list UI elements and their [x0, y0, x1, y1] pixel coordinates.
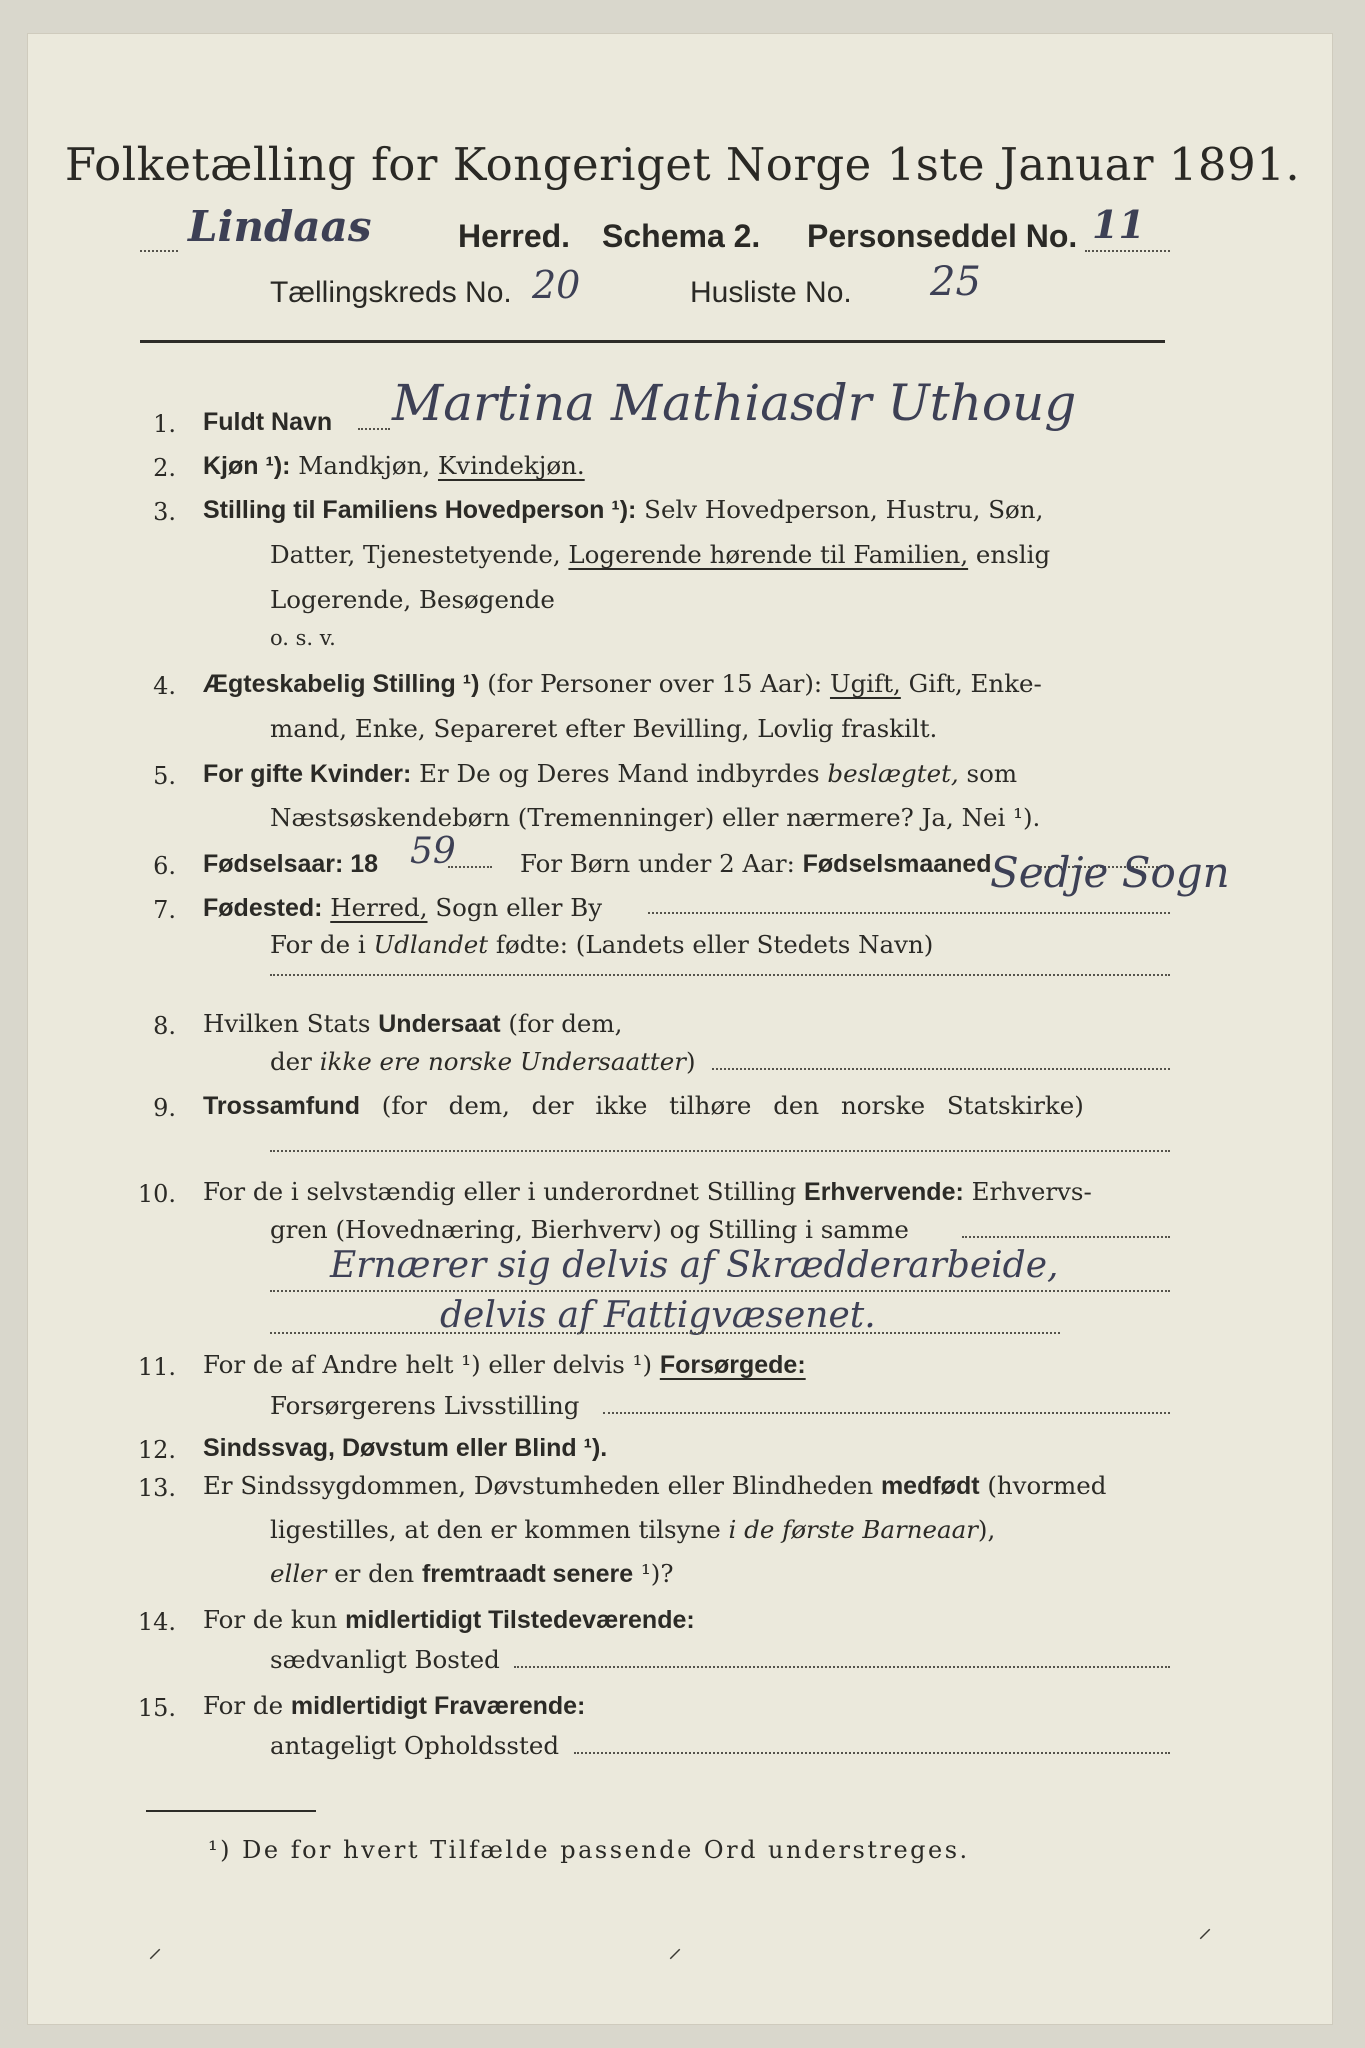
dotted-line: [962, 1236, 1170, 1238]
q3-line3: Logerende, Besøgende: [270, 585, 555, 614]
footnote-rule: [146, 1810, 316, 1812]
q4-options: Gift, Enke-: [908, 669, 1042, 698]
q10-bold: Erhvervende:: [804, 1178, 964, 1206]
q13-text-b: (hvormed: [987, 1471, 1107, 1500]
q9-rest: (for dem, der ikke tilhøre den norske Statskirke): [381, 1091, 1084, 1120]
schema-label: Schema 2.: [602, 218, 761, 254]
q6-mid-text: For Børn under 2 Aar:: [520, 849, 795, 878]
q15-line2: antageligt Opholdssted: [270, 1731, 559, 1760]
dotted-line: [574, 1752, 1170, 1754]
q5-label: For gifte Kvinder:: [203, 760, 412, 788]
header-herred-line: [140, 202, 1170, 264]
kreds-label: Tællingskreds No.: [270, 276, 512, 309]
q14-bold: midlertidigt Tilstedeværende:: [345, 1606, 695, 1634]
q15-number: 15.: [137, 1694, 176, 1722]
q10-text-a: For de i selvstændig eller i underordnet Stilling: [203, 1177, 797, 1206]
q7-label: Fødested:: [203, 894, 323, 922]
q9-line1: [203, 1091, 1084, 1120]
q14-line1: [203, 1605, 695, 1634]
q5-end: som: [966, 759, 1018, 788]
dotted-line: [270, 1150, 1170, 1152]
q3-option-logerende-underlined: Logerende hørende til Familien,: [568, 540, 969, 569]
dotted-line: [514, 1666, 1170, 1668]
q3-label: Stilling til Familiens Hovedperson ¹):: [203, 496, 637, 524]
q7-answer-handwritten: Sedje Sogn: [990, 848, 1230, 897]
husliste-label: Husliste No.: [690, 276, 852, 309]
q9-label: Trossamfund: [203, 1092, 360, 1120]
q14-number: 14.: [137, 1608, 176, 1636]
q6-label: [203, 852, 378, 877]
dotted-line: [358, 428, 390, 430]
q5-line1: [203, 759, 1018, 788]
q3-line4: o. s. v.: [270, 626, 336, 650]
q7-line2-a: For de i: [270, 930, 366, 959]
dotted-line: [448, 866, 492, 868]
q11-number: 11.: [137, 1353, 176, 1381]
q1-answer-handwritten: Martina Mathiasdr Uthoug: [392, 374, 1077, 432]
corner-mark-icon: ⸝: [1198, 1911, 1213, 1944]
kreds-handwritten: 20: [532, 263, 581, 307]
q8-text-a: Hvilken Stats: [203, 1009, 371, 1038]
q1-number: 1.: [153, 410, 176, 438]
q12-label: Sindssvag, Døvstum eller Blind ¹).: [203, 1434, 608, 1462]
q6-mid: [520, 849, 992, 878]
q4-label: Ægteskabelig Stilling ¹): [203, 670, 480, 698]
q8-line1: [203, 1009, 623, 1038]
header-kreds-line: [270, 259, 1090, 316]
q7-line1: [203, 893, 603, 922]
q9-number: 9.: [153, 1094, 176, 1122]
q5-text: Er De og Deres Mand indbyrdes: [419, 759, 820, 788]
q1-label: Fuldt Navn: [203, 408, 333, 436]
q11-line2: Forsørgerens Livsstilling: [270, 1391, 580, 1420]
q13-line2: [270, 1515, 996, 1544]
q10-answer1-handwritten: Ernærer sig delvis af Skrædderarbeide,: [330, 1245, 1059, 1286]
q12-number: 12.: [137, 1436, 176, 1464]
corner-mark-icon: ⸝: [148, 1931, 163, 1964]
q10-text-b: Erhvervs-: [971, 1177, 1092, 1206]
form-title: Folketælling for Kongeriget Norge 1ste Januar 1891.: [64, 138, 1301, 191]
q13-line3-a: er den: [334, 1559, 415, 1588]
dotted-line: [270, 974, 1170, 976]
q2-row: [203, 451, 585, 480]
q2-number: 2.: [153, 454, 176, 482]
q6-year-handwritten: 59: [410, 831, 456, 872]
q11-line1: [203, 1350, 806, 1379]
q8-line2-italic: ikke ere norske Undersaatter: [319, 1047, 686, 1076]
herred-handwritten: Lindaas: [188, 202, 372, 251]
q8-line2: [270, 1047, 696, 1076]
q13-line2-a: ligestilles, at den er kommen tilsyne: [270, 1515, 721, 1544]
personseddel-handwritten: 11: [1092, 202, 1145, 247]
q4-number: 4.: [153, 672, 176, 700]
dotted-line: [270, 1290, 1170, 1292]
q3-line2: [270, 540, 1051, 569]
q4-text: (for Personer over 15 Aar):: [487, 669, 823, 698]
q13-number: 13.: [137, 1474, 176, 1502]
q7-line2-b: fødte: (Landets eller Stedets Navn): [495, 930, 934, 959]
q7-number: 7.: [153, 896, 176, 924]
q3-options-2: Datter, Tjenestetyende,: [270, 540, 561, 569]
dotted-line: [712, 1068, 1170, 1070]
q2-option-kvindekjon: Kvindekjøn.: [437, 451, 585, 480]
q3-number: 3.: [153, 498, 176, 526]
q13-line3-b: ¹)?: [640, 1559, 674, 1588]
q3-options-3: enslig: [975, 540, 1051, 569]
q4-line1: [203, 669, 1042, 698]
q13-text-a: Er Sindssygdommen, Døvstumheden eller Blindheden: [203, 1471, 874, 1500]
q2-label: Kjøn ¹):: [203, 452, 291, 480]
q4-option-ugift: Ugift,: [829, 669, 901, 698]
q13-line1: [203, 1471, 1107, 1500]
q14-line2: sædvanligt Bosted: [270, 1645, 500, 1674]
q8-bold: Undersaat: [378, 1010, 501, 1038]
q15-bold: midlertidigt Fraværende:: [290, 1692, 586, 1720]
q4-line2: mand, Enke, Separeret efter Bevilling, Lovlig fraskilt.: [270, 714, 938, 743]
personseddel-label: Personseddel No.: [807, 218, 1078, 254]
q14-text-a: For de kun: [203, 1605, 338, 1634]
herred-label: Herred.: [458, 218, 571, 254]
q5-number: 5.: [153, 762, 176, 790]
q13-line3-italic: eller: [270, 1559, 327, 1588]
q7-line2-italic: Udlandet: [373, 930, 489, 959]
q7-line2-text: [270, 930, 934, 959]
footnote: ¹) De for hvert Tilfælde passende Ord understreges.: [208, 1836, 970, 1864]
q2-option-mandkjon: Mandkjøn,: [298, 451, 431, 480]
dotted-line: [603, 1412, 1170, 1414]
q3-options-1: Selv Hovedperson, Hustru, Søn,: [644, 495, 1044, 524]
q13-line3: [270, 1559, 674, 1588]
q7-rest: Sogn eller By: [435, 893, 603, 922]
husliste-handwritten: 25: [930, 259, 981, 305]
q8-line2-a: der: [270, 1047, 312, 1076]
q11-text-a: For de af Andre helt ¹) eller delvis ¹): [203, 1350, 653, 1379]
q10-number: 10.: [137, 1180, 176, 1208]
q8-text-b: (for dem,: [508, 1009, 623, 1038]
q5-line2: Næstsøskendebørn (Tremenninger) eller nærmere? Ja, Nei ¹).: [270, 803, 1041, 832]
q8-number: 8.: [153, 1012, 176, 1040]
q13-line2-italic: i de første Barneaar: [728, 1515, 978, 1544]
q15-line1: [203, 1691, 586, 1720]
dotted-line: [1085, 250, 1170, 252]
q7-option-herred: Herred,: [330, 893, 428, 922]
dotted-line: [270, 1332, 1060, 1334]
q6-number: 6.: [153, 852, 176, 880]
q10-line2: gren (Hovednæring, Bierhverv) og Stilling i samme: [270, 1215, 909, 1244]
q15-text-a: For de: [203, 1691, 284, 1720]
q6-label-text: Fødselsaar: 18: [203, 850, 379, 878]
q13-bold: medfødt: [880, 1472, 980, 1500]
q5-italic: beslægtet,: [827, 759, 959, 788]
center-mark-icon: ⸝: [668, 1931, 683, 1964]
dotted-line: [140, 250, 178, 252]
q6-label2: Fødselsmaaned: [802, 850, 992, 878]
q3-line1: [203, 495, 1044, 524]
header-rule: [140, 340, 1165, 343]
q11-bold: Forsørgede:: [659, 1351, 806, 1379]
q13-line2-b: ),: [977, 1515, 996, 1544]
q10-answer2-handwritten: delvis af Fattigvæsenet.: [440, 1295, 876, 1336]
q8-line2-b: ): [685, 1047, 696, 1076]
dotted-line: [648, 912, 1170, 914]
q13-line3-bold: fremtraadt senere: [421, 1560, 634, 1588]
q10-line1: [203, 1177, 1092, 1206]
